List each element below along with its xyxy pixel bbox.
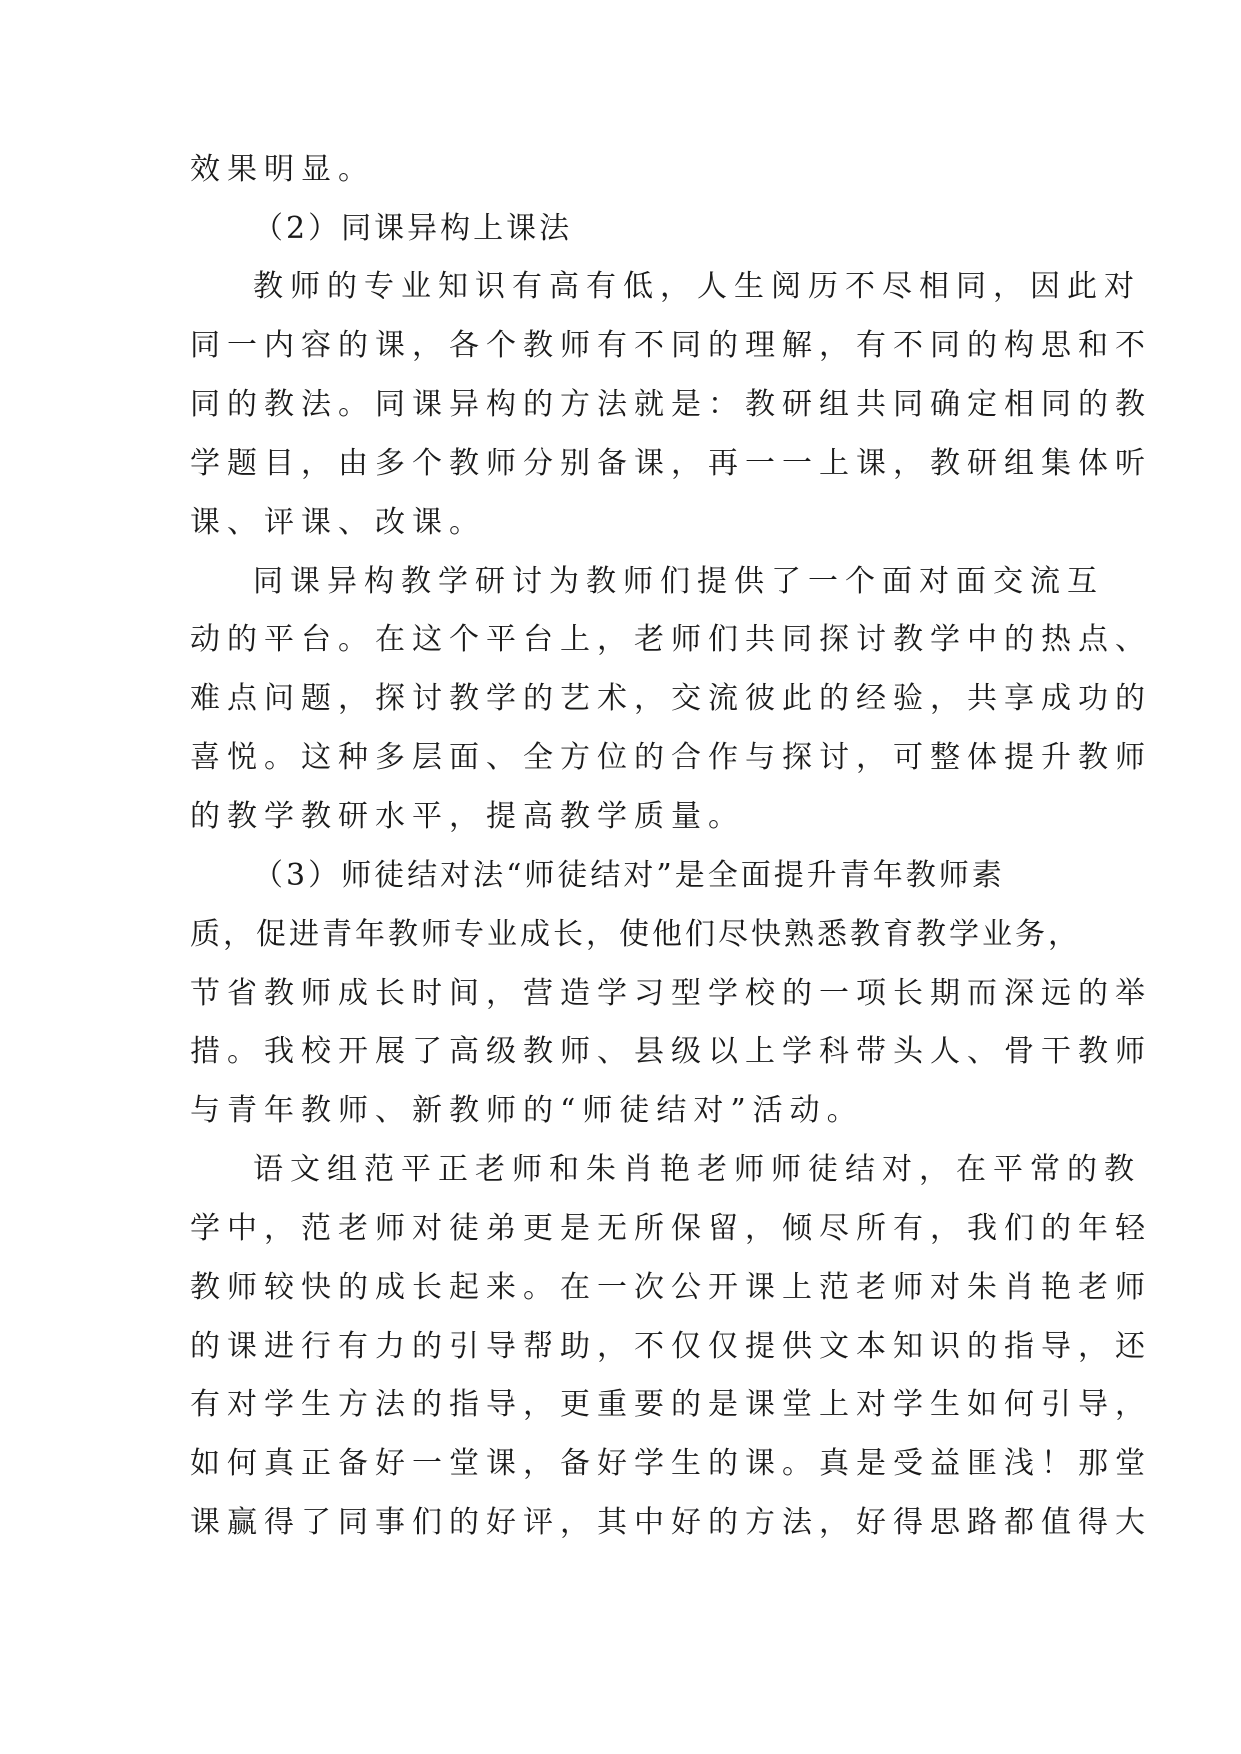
text-line: 难点问题，探讨教学的艺术，交流彼此的经验，共享成功的 <box>190 681 1152 716</box>
text-line: 如何真正备好一堂课，备好学生的课。真是受益匪浅！那堂 <box>190 1446 1152 1481</box>
text-line: 教师的专业知识有高有低，人生阅历不尽相同，因此对 <box>253 269 1141 304</box>
text-line: 有对学生方法的指导，更重要的是课堂上对学生如何引导， <box>190 1387 1152 1422</box>
text-line: 节省教师成长时间，营造学习型学校的一项长期而深远的举 <box>190 976 1152 1011</box>
text-line: 措。我校开展了高级教师、县级以上学科带头人、骨干教师 <box>190 1034 1152 1069</box>
text-line: 学题目，由多个教师分别备课，再一一上课，教研组集体听 <box>190 446 1152 481</box>
text-line: 效果明显。 <box>190 152 375 187</box>
text-line: 语文组范平正老师和朱肖艳老师师徒结对，在平常的教 <box>253 1152 1141 1187</box>
text-line: 质，促进青年教师专业成长，使他们尽快熟悉教育教学业务， <box>190 917 1081 952</box>
text-line: 动的平台。在这个平台上，老师们共同探讨教学中的热点、 <box>190 622 1152 657</box>
text-line: 教师较快的成长起来。在一次公开课上范老师对朱肖艳老师 <box>190 1270 1152 1305</box>
text-line: 与青年教师、新教师的“师徒结对”活动。 <box>190 1093 864 1128</box>
text-line: 同的教法。同课异构的方法就是：教研组共同确定相同的教 <box>190 387 1152 422</box>
text-line: 课赢得了同事们的好评，其中好的方法，好得思路都值得大 <box>190 1505 1152 1540</box>
text-line: 同一内容的课，各个教师有不同的理解，有不同的构思和不 <box>190 328 1152 363</box>
section-heading-3: （3）师徒结对法“师徒结对”是全面提升青年教师素 <box>253 858 1005 893</box>
text-line: 的教学教研水平，提高教学质量。 <box>190 799 745 834</box>
text-line: 的课进行有力的引导帮助，不仅仅提供文本知识的指导，还 <box>190 1329 1152 1364</box>
section-heading-2: （2）同课异构上课法 <box>253 211 573 246</box>
text-line: 学中，范老师对徒弟更是无所保留，倾尽所有，我们的年轻 <box>190 1211 1152 1246</box>
text-line: 喜悦。这种多层面、全方位的合作与探讨，可整体提升教师 <box>190 740 1152 775</box>
text-line: 课、评课、改课。 <box>190 505 486 540</box>
text-line: 同课异构教学研讨为教师们提供了一个面对面交流互 <box>253 564 1104 599</box>
